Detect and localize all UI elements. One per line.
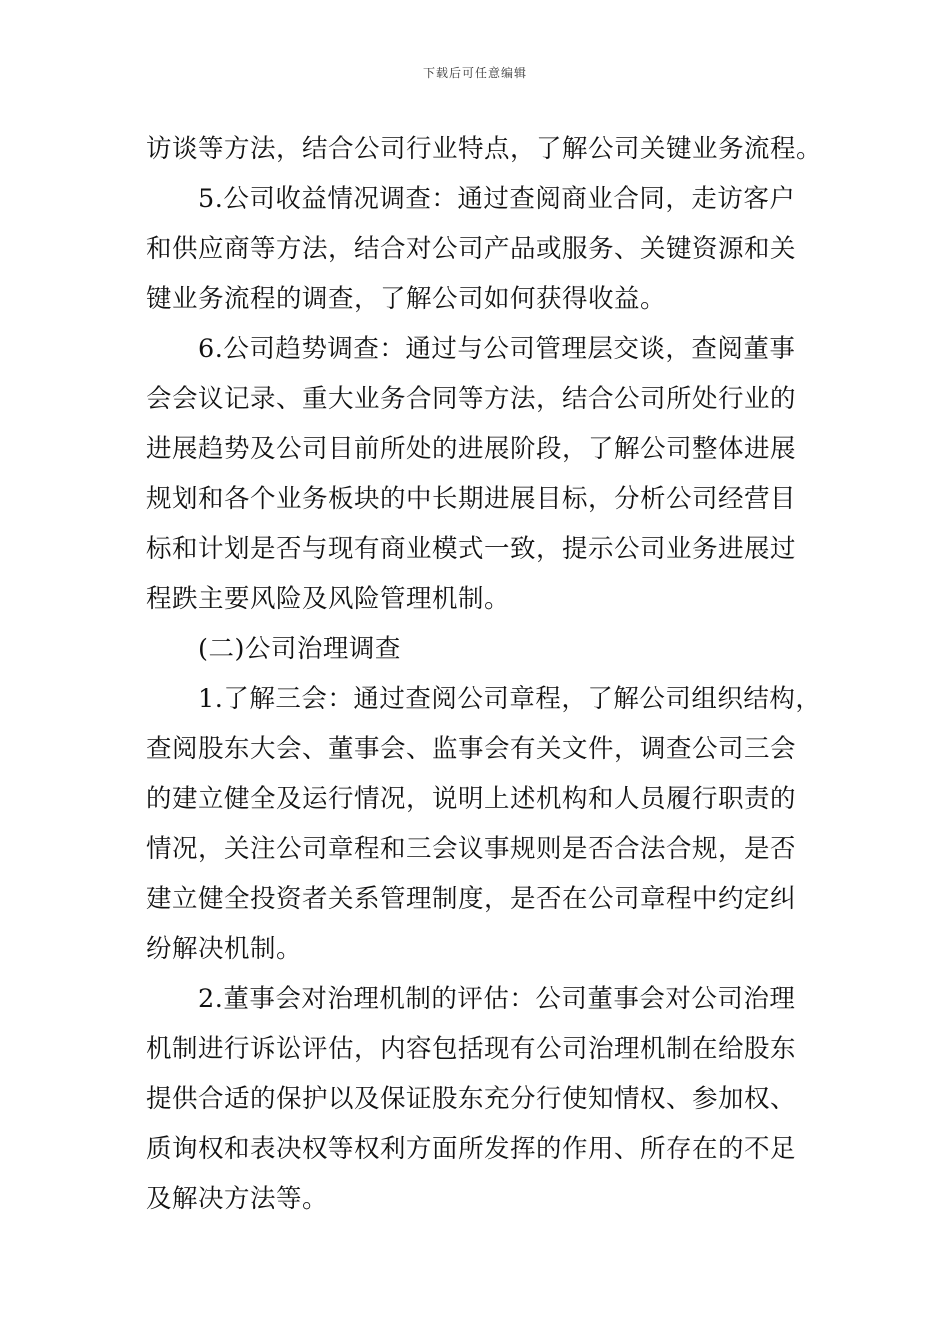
- document-body: [146, 124, 836, 1224]
- text-line: 和供应商等方法，结合对公司产品或服务、关键资源和关: [146, 234, 797, 264]
- text-line: 2.董事会对治理机制的评估：公司董事会对公司治理: [198, 984, 796, 1014]
- section-heading: (二)公司治理调查: [198, 634, 401, 664]
- text-line: 1.了解三会：通过查阅公司章程，了解公司组织结构，: [198, 684, 822, 714]
- text-line: 6.公司趋势调查：通过与公司管理层交谈，查阅董事: [198, 334, 796, 364]
- text-line: 标和计划是否与现有商业模式一致，提示公司业务进展过: [146, 534, 797, 564]
- text-line: 提供合适的保护以及保证股东充分行使知情权、参加权、: [146, 1084, 797, 1114]
- text-line: 纷解决机制。: [146, 934, 303, 964]
- text-line: 会会议记录、重大业务合同等方法，结合公司所处行业的: [146, 384, 797, 414]
- text-line: 规划和各个业务板块的中长期进展目标，分析公司经营目: [146, 484, 797, 514]
- text-line: 建立健全投资者关系管理制度，是否在公司章程中约定纠: [146, 884, 797, 914]
- text-line: 情况，关注公司章程和三会议事规则是否合法合规，是否: [146, 834, 797, 864]
- text-line: 机制进行诉讼评估，内容包括现有公司治理机制在给股东: [146, 1034, 797, 1064]
- header-note: 下载后可任意编辑: [422, 66, 527, 80]
- text-line: 程跌主要风险及风险管理机制。: [146, 584, 511, 614]
- text-line: 查阅股东大会、董事会、监事会有关文件，调查公司三会: [146, 734, 797, 764]
- text-line: 质询权和表决权等权利方面所发挥的作用、所存在的不足: [146, 1134, 797, 1164]
- text-line: 5.公司收益情况调查：通过查阅商业合同，走访客户: [198, 184, 796, 214]
- text-line: 键业务流程的调查，了解公司如何获得收益。: [146, 284, 667, 314]
- text-line: 进展趋势及公司目前所处的进展阶段，了解公司整体进展: [146, 434, 797, 464]
- text-line: 访谈等方法，结合公司行业特点，了解公司关键业务流程。: [146, 134, 823, 164]
- text-line: 的建立健全及运行情况，说明上述机构和人员履行职责的: [146, 784, 797, 814]
- text-line: 及解决方法等。: [146, 1184, 329, 1214]
